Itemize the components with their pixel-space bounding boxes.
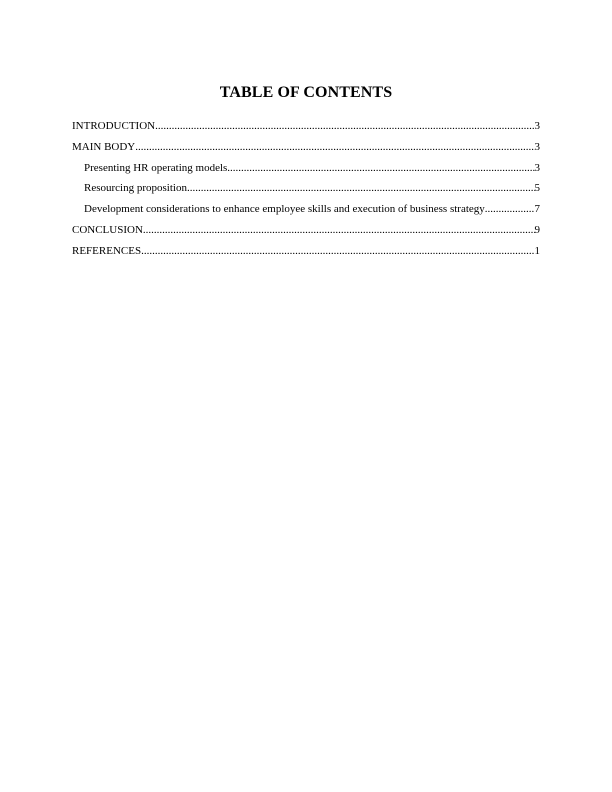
toc-entry-main-body[interactable] (72, 137, 540, 158)
toc-page-number: 5 (534, 182, 540, 195)
toc-dot-leader (135, 137, 534, 158)
toc-page-number: 7 (534, 203, 540, 216)
toc-entry-conclusion[interactable] (72, 220, 540, 241)
toc-dot-leader (485, 199, 535, 220)
toc-page-number: 3 (534, 120, 540, 132)
toc-page-number: 3 (534, 140, 540, 153)
toc-page-number: 1 (534, 244, 540, 257)
toc-page-number: 9 (534, 223, 540, 236)
toc-entry-label: REFERENCES (72, 244, 142, 257)
toc-dot-leader (143, 220, 535, 241)
toc-entry-label: MAIN BODY (72, 140, 136, 153)
toc-dot-leader (155, 116, 534, 137)
toc-title: TABLE OF CONTENTS (219, 84, 393, 101)
toc-entry-label: INTRODUCTION (72, 120, 156, 132)
toc-entry-label: CONCLUSION (72, 223, 143, 236)
toc-entry-development-considerations[interactable] (72, 199, 540, 220)
toc-dot-leader (187, 178, 535, 199)
toc-dot-leader (141, 241, 534, 262)
toc-page-number: 3 (534, 161, 540, 174)
toc-entry-label: Development considerations to enhance employee skills and execution of business strategy (84, 203, 485, 216)
toc-entry-label: Resourcing proposition (84, 182, 187, 195)
toc-entry-references[interactable] (72, 241, 540, 262)
toc-entry-resourcing-proposition[interactable] (72, 178, 540, 199)
toc-entry-introduction[interactable] (72, 116, 540, 137)
toc-entry-presenting-hr-operating-models[interactable] (72, 158, 540, 179)
toc-list (72, 116, 540, 262)
toc-entry-label: Presenting HR operating models (84, 161, 228, 174)
toc-dot-leader (227, 158, 534, 179)
